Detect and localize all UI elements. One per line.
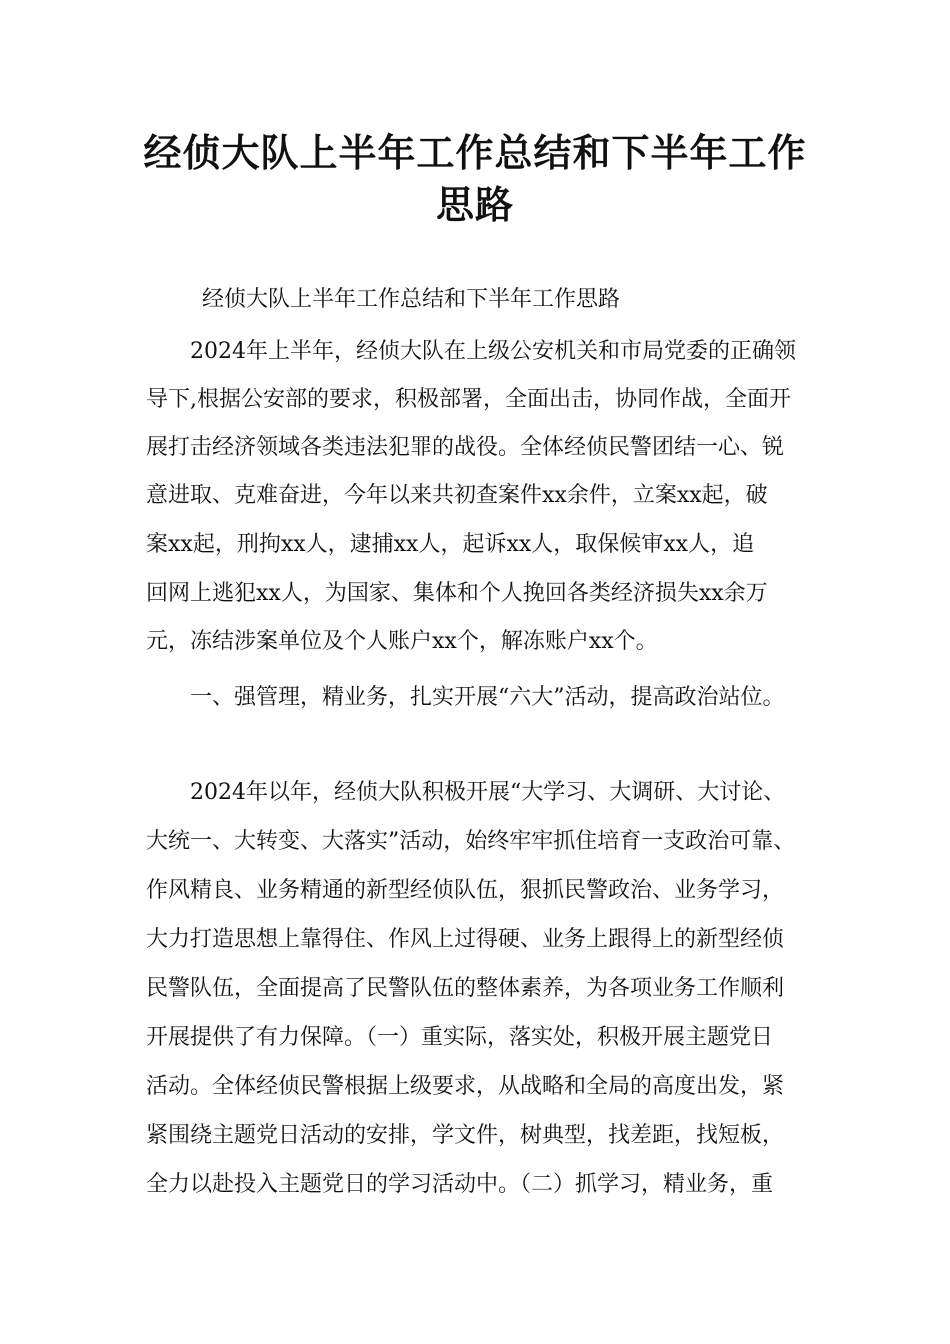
paragraph-line: 作风精良、业务精通的新型经侦队伍，狠抓民警政治、业务学习， (146, 878, 785, 903)
paragraph-line: 案xx起，刑拘xx人，逮捕xx人，起诉xx人，取保候审xx人，追 (146, 532, 755, 557)
paragraph-line: 2024年上半年，经侦大队在上级公安机关和市局党委的正确领 (190, 339, 796, 364)
paragraph-line: 全力以赴投入主题党日的学习活动中。（二）抓学习，精业务，重 (146, 1172, 774, 1197)
paragraph-line: 展打击经济领域各类违法犯罪的战役。全体经侦民警团结一心、锐 (146, 435, 785, 460)
document-title-line-2: 思路 (435, 183, 514, 227)
paragraph-line: 意进取、克难奋进，今年以来共初查案件xx余件，立案xx起，破 (146, 483, 768, 508)
paragraph-line: 开展提供了有力保障。（一）重实际，落实处，积极开展主题党日 (146, 1025, 774, 1050)
paragraph-line: 民警队伍，全面提高了民警队伍的整体素养，为各项业务工作顺利 (146, 976, 785, 1001)
paragraph-line: 大统一、大转变、大落实”活动，始终牢牢抓住培育一支政治可靠、 (146, 829, 796, 854)
paragraph-line: 紧围绕主题党日活动的安排，学文件，树典型，找差距，找短板， (146, 1123, 785, 1148)
paragraph-line: 回网上逃犯xx人，为国家、集体和个人挽回各类经济损失xx余万 (146, 581, 768, 606)
document-title-line-1: 经侦大队上半年工作总结和下半年工作 (143, 131, 807, 175)
paragraph-line: 元，冻结涉案单位及个人账户xx个，解冻账户xx个。 (146, 629, 658, 654)
paragraph-line: 导下,根据公安部的要求，积极部署，全面出击，协同作战，全面开 (146, 387, 791, 412)
paragraph-line: 2024年以年，经侦大队积极开展“大学习、大调研、大讨论、 (190, 780, 786, 805)
paragraph-line: 活动。全体经侦民警根据上级要求，从战略和全局的高度出发，紧 (146, 1074, 785, 1099)
paragraph-line: 大力打造思想上靠得住、作风上过得硬、业务上跟得上的新型经侦 (146, 927, 785, 952)
subtitle-line: 经侦大队上半年工作总结和下半年工作思路 (202, 287, 621, 312)
section-heading: 一、强管理，精业务，扎实开展“六大”活动，提高政治站位。 (190, 685, 785, 710)
